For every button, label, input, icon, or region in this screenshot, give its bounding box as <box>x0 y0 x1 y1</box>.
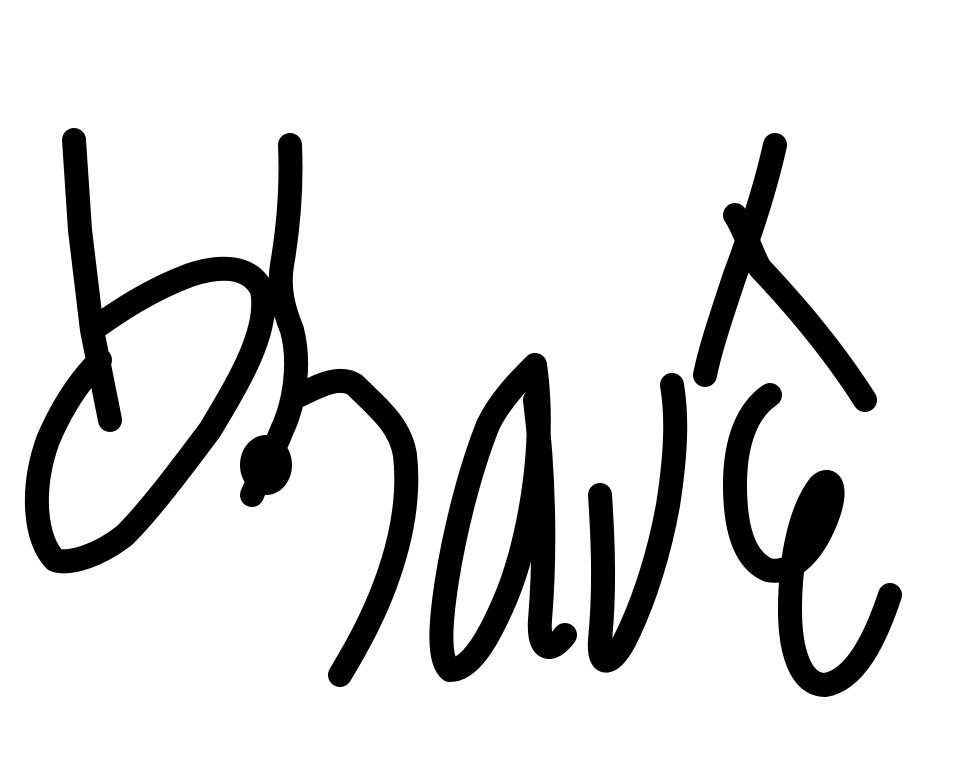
signature-stroke-u <box>600 385 675 661</box>
signature-stroke-loop <box>37 140 263 561</box>
signature-stroke-a <box>441 365 565 670</box>
signature-stroke-e <box>735 395 890 685</box>
signature-stroke-hump <box>300 381 406 675</box>
signature-ink-blob <box>240 435 292 495</box>
signature-stroke-cross <box>705 145 865 400</box>
